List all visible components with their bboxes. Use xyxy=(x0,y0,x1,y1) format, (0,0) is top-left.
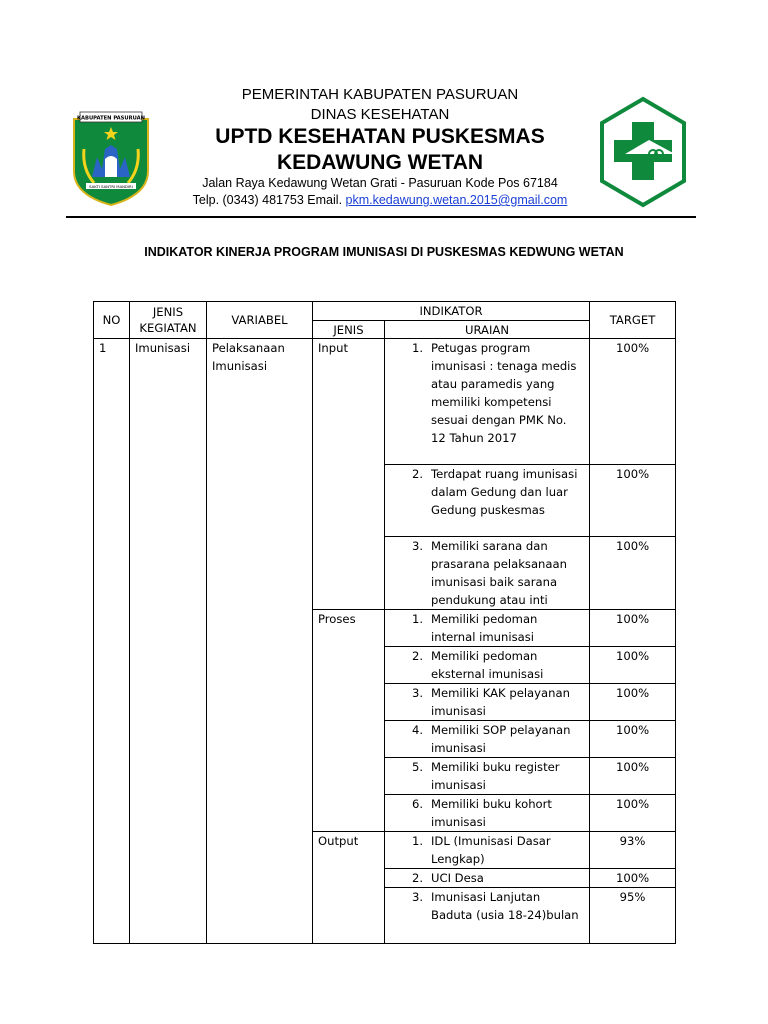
header-phone: Telp. (0343) 481753 Email. xyxy=(192,193,346,207)
uraian-text: IDL (Imunisasi Dasar Lengkap) xyxy=(431,834,551,866)
cell-target: 95% xyxy=(590,888,676,944)
uraian-number: 3. xyxy=(411,890,423,904)
uraian-text: UCI Desa xyxy=(431,871,484,885)
header-contact xyxy=(160,193,600,207)
header-institution: UPTD KESEHATAN PUSKESMAS xyxy=(215,125,545,148)
cell-uraian xyxy=(385,721,590,758)
cell-target: 93% xyxy=(590,832,676,869)
uraian-text: Memiliki KAK pelayanan imunisasi xyxy=(431,686,570,718)
cell-kegiatan: Imunisasi xyxy=(130,339,207,944)
uraian-text: Terdapat ruang imunisasi dalam Gedung dan luar Gedung puskesmas xyxy=(431,467,578,517)
uraian-number: 2. xyxy=(411,649,423,663)
uraian-text: Memiliki SOP pelayanan imunisasi xyxy=(431,723,571,755)
cell-uraian xyxy=(385,758,590,795)
cell-uraian xyxy=(385,832,590,869)
document-title: INDIKATOR KINERJA PROGRAM IMUNISASI DI PUSKESMAS KEDWUNG WETAN xyxy=(144,245,624,259)
cell-variabel: Pelaksanaan Imunisasi xyxy=(207,339,313,944)
email-link[interactable]: pkm.kedawung.wetan.2015@gmail.com xyxy=(345,193,568,207)
uraian-text: Memiliki pedoman internal imunisasi xyxy=(431,612,538,644)
cell-uraian xyxy=(385,647,590,684)
header-uraian: URAIAN xyxy=(385,321,590,339)
svg-text:KABUPATEN PASURUAN: KABUPATEN PASURUAN xyxy=(76,115,146,122)
cell-target: 100% xyxy=(590,795,676,832)
header-divider xyxy=(66,216,696,218)
table-row xyxy=(94,339,676,465)
header-variabel: VARIABEL xyxy=(207,302,313,339)
header-address: Jalan Raya Kedawung Wetan Grati - Pasuruan Kode Pos 67184 xyxy=(202,176,558,190)
indicator-table xyxy=(93,301,676,944)
uraian-number: 2. xyxy=(411,871,423,885)
cell-uraian xyxy=(385,869,590,888)
header-indikator: INDIKATOR xyxy=(313,302,590,321)
svg-text:SAKTI SANTRI MANDIRI: SAKTI SANTRI MANDIRI xyxy=(89,184,133,189)
kabupaten-pasuruan-logo xyxy=(70,109,152,207)
header-no: NO xyxy=(94,302,130,339)
indicator-table-body xyxy=(94,339,676,944)
uraian-number: 5. xyxy=(411,760,423,774)
cell-target: 100% xyxy=(590,610,676,647)
puskesmas-logo xyxy=(599,96,687,208)
uraian-number: 1. xyxy=(411,612,423,626)
cell-target: 100% xyxy=(590,537,676,610)
cell-uraian xyxy=(385,795,590,832)
header-department: DINAS KESEHATAN xyxy=(310,106,450,123)
cell-uraian xyxy=(385,684,590,721)
cell-target: 100% xyxy=(590,721,676,758)
cell-uraian xyxy=(385,537,590,610)
cell-target: 100% xyxy=(590,758,676,795)
uraian-number: 6. xyxy=(411,797,423,811)
cell-uraian xyxy=(385,888,590,944)
uraian-number: 3. xyxy=(411,686,423,700)
cell-target: 100% xyxy=(590,869,676,888)
uraian-text: Memiliki buku kohort imunisasi xyxy=(431,797,552,829)
header-jenis: JENIS xyxy=(313,321,385,339)
uraian-number: 4. xyxy=(411,723,423,737)
cell-jenis: Output xyxy=(313,832,385,944)
header-location: KEDAWUNG WETAN xyxy=(276,151,484,174)
uraian-text: Imunisasi Lanjutan Baduta (usia 18-24)bulan xyxy=(431,890,579,922)
uraian-number: 1. xyxy=(411,834,423,848)
cell-target: 100% xyxy=(590,339,676,465)
uraian-text: Memiliki sarana dan prasarana pelaksanaan imunisasi baik sarana pendukung atau inti xyxy=(431,539,567,607)
cell-no: 1 xyxy=(94,339,130,944)
header-target: TARGET xyxy=(590,302,676,339)
header-jenis-kegiatan: JENIS KEGIATAN xyxy=(130,302,207,339)
uraian-number: 3. xyxy=(411,539,423,553)
uraian-text: Memiliki pedoman eksternal imunisasi xyxy=(431,649,544,681)
uraian-text: Memiliki buku register imunisasi xyxy=(431,760,560,792)
cell-uraian xyxy=(385,610,590,647)
cell-uraian xyxy=(385,465,590,537)
cell-target: 100% xyxy=(590,465,676,537)
cell-target: 100% xyxy=(590,684,676,721)
cell-uraian xyxy=(385,339,590,465)
uraian-number: 2. xyxy=(411,467,423,481)
cell-target: 100% xyxy=(590,647,676,684)
uraian-text: Petugas program imunisasi : tenaga medis atau paramedis yang memiliki kompetensi sesuai dengan PMK No. 12 Tahun 2017 xyxy=(431,341,577,445)
cell-jenis: Proses xyxy=(313,610,385,832)
cell-jenis: Input xyxy=(313,339,385,610)
uraian-number: 1. xyxy=(411,341,423,355)
header-government: PEMERINTAH KABUPATEN PASURUAN xyxy=(241,86,519,103)
